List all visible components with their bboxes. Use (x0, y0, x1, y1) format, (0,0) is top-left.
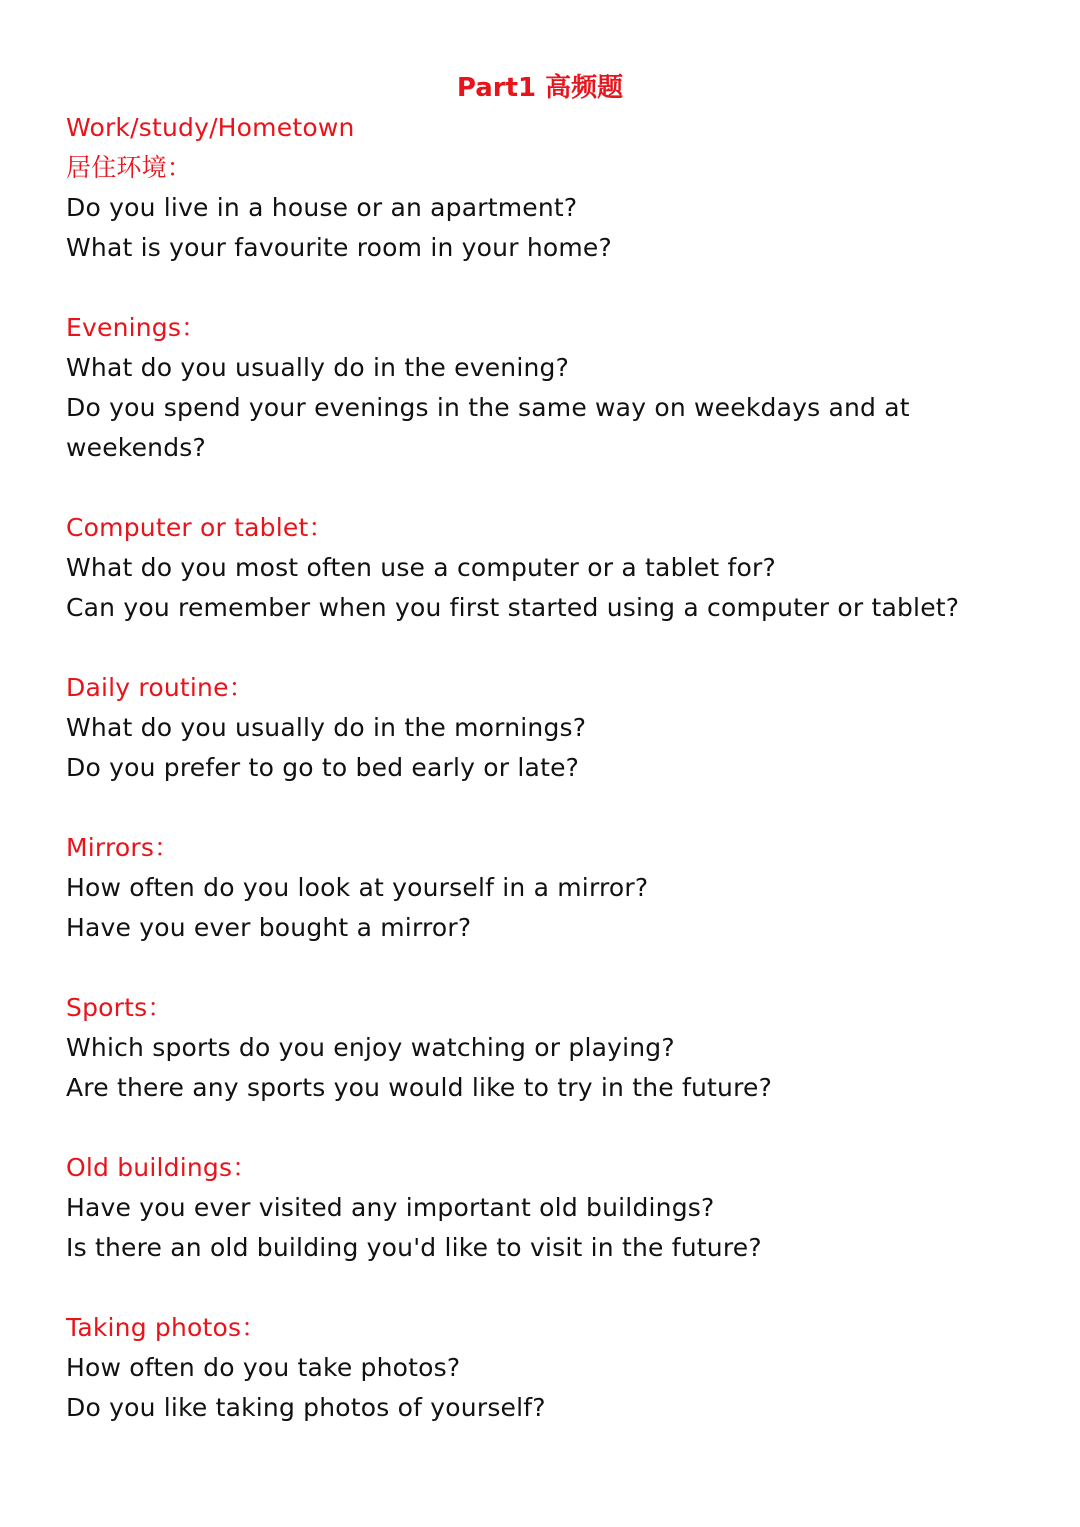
section-heading: Taking photos： (66, 1313, 267, 1342)
section-computer-or-tablet (66, 508, 1026, 628)
question-item: Are there any sports you would like to try in the future? (66, 1073, 773, 1102)
section-taking-photos (66, 1308, 1026, 1428)
question-item: Which sports do you enjoy watching or playing? (66, 1033, 675, 1062)
question-item: What do you usually do in the mornings? (66, 713, 587, 742)
section-heading: 居住环境： (66, 153, 193, 182)
question-item: Can you remember when you first started using a computer or tablet? (66, 593, 960, 622)
question-list (66, 108, 1026, 1468)
section-heading: Mirrors： (66, 833, 180, 862)
section-old-buildings (66, 1148, 1026, 1268)
question-item: What is your favourite room in your home? (66, 233, 612, 262)
section-subtitle: Work/study/Hometown (66, 113, 355, 142)
question-item: Have you ever bought a mirror? (66, 913, 472, 942)
section-heading: Old buildings： (66, 1153, 258, 1182)
section-mirrors (66, 828, 1026, 948)
question-item: Do you prefer to go to bed early or late? (66, 753, 580, 782)
question-item: Is there an old building you'd like to visit in the future? (66, 1233, 762, 1262)
question-item: Have you ever visited any important old buildings? (66, 1193, 715, 1222)
section-heading: Daily routine： (66, 673, 254, 702)
page-title: Part1 高频题 (456, 73, 624, 103)
question-item: What do you most often use a computer or a tablet for? (66, 553, 776, 582)
question-item: Do you spend your evenings in the same way on weekdays and at weekends? (66, 393, 910, 462)
section-heading: Evenings： (66, 313, 207, 342)
section-heading: Computer or tablet： (66, 513, 334, 542)
section-evenings (66, 308, 1026, 468)
question-item: Do you like taking photos of yourself? (66, 1393, 546, 1422)
section-sports (66, 988, 1026, 1108)
section-work-study-hometown (66, 108, 1026, 268)
section-heading: Sports： (66, 993, 173, 1022)
question-item: How often do you take photos? (66, 1353, 461, 1382)
question-item: What do you usually do in the evening? (66, 353, 570, 382)
section-daily-routine (66, 668, 1026, 788)
question-item: Do you live in a house or an apartment? (66, 193, 578, 222)
question-item: How often do you look at yourself in a mirror? (66, 873, 649, 902)
